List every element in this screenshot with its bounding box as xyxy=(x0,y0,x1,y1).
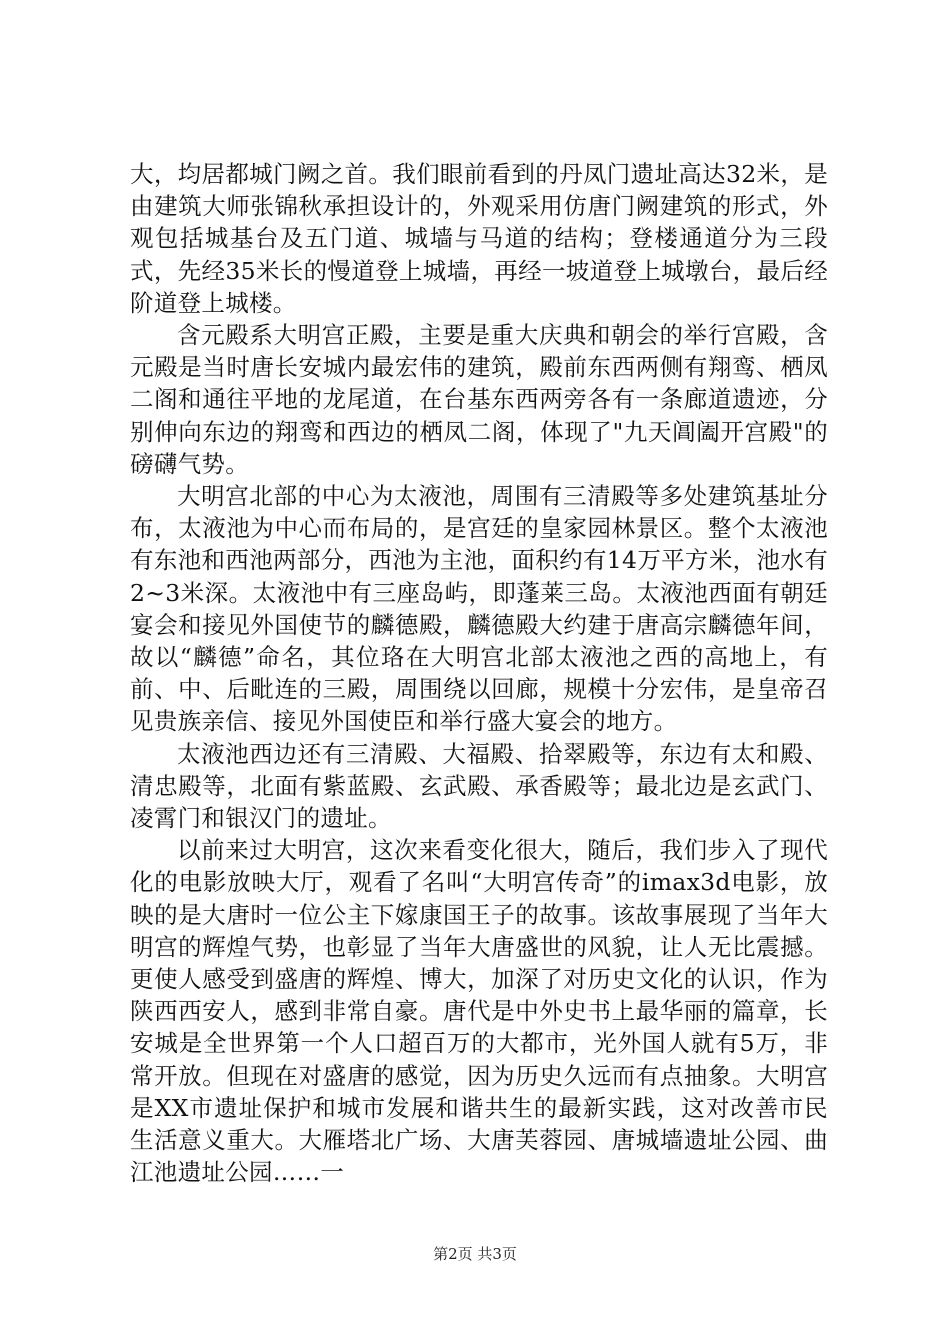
paragraph-taiye-pool: 大明宫北部的中心为太液池，周围有三清殿等多处建筑基址分布，太液池为中心而布局的，是宫廷的皇家园林景区。整个太液池有东池和西池两部分，西池为主池，面积约有14万平方米，池水有2~3米深。太液池中有三座岛屿，即蓬莱三岛。太液池西面有朝廷宴会和接见外国使节的麟德殿，麟德殿大约建于唐高宗麟德年间，故以“麟德”命名，其位珞在大明宫北部太液池之西的高地上，有前、中、后毗连的三殿，周围绕以回廊，规模十分宏伟，是皇帝召见贵族亲信、接见外国使臣和举行盛大宴会的地方。 xyxy=(130,482,828,736)
paragraph-west-east-halls: 太液池西边还有三清殿、大福殿、拾翠殿等，东边有太和殿、清忠殿等，北面有紫蓝殿、玄武殿、承香殿等；最北边是玄武门、凌霄门和银汉门的遗址。 xyxy=(130,739,828,833)
page-number-footer: 第2页 共3页 xyxy=(433,1245,517,1263)
paragraph-danfeng-gate: 大，均居都城门阙之首。我们眼前看到的丹凤门遗址高达32米，是由建筑大师张锦秋承担设计的，外观采用仿唐门阙建筑的形式，外观包括城基台及五门道、城墙与马道的结构；登楼通道分为三段式，先经35米长的慢道登上城墙，再经一坡道登上城墩台，最后经阶道登上城楼。 xyxy=(130,160,828,317)
document-body xyxy=(130,158,828,1189)
paragraph-hanyuan-hall: 含元殿系大明宫正殿，主要是重大庆典和朝会的举行宫殿，含元殿是当时唐长安城内最宏伟的建筑，殿前东西两侧有翔鸾、栖凤二阁和通往平地的龙尾道，在台基东西两旁各有一条廊道遗迹，分别伸向东边的翔鸾和西边的栖凤二阁，体现了"九天阊阖开宫殿"的磅礴气势。 xyxy=(130,321,828,478)
paragraph-visit-reflection: 以前来过大明宫，这次来看变化很大，随后，我们步入了现代化的电影放映大厅，观看了名叫“大明宫传奇”的imax3d电影，放映的是大唐时一位公主下嫁康国王子的故事。该故事展现了当年大明宫的辉煌气势，也彰显了当年大唐盛世的风貌，让人无比震撼。更使人感受到盛唐的辉煌、博大，加深了对历史文化的认识，作为陕西西安人，感到非常自豪。唐代是中外史书上最华丽的篇章，长安城是全世界第一个人口超百万的大都市，光外国人就有5万，非常开放。但现在对盛唐的感觉，因为历史久远而有点抽象。大明宫是XX市遗址保护和城市发展和谐共生的最新实践，这对改善市民生活意义重大。大雁塔北广场、大唐芙蓉园、唐城墙遗址公园、曲江池遗址公园……一 xyxy=(130,836,828,1187)
